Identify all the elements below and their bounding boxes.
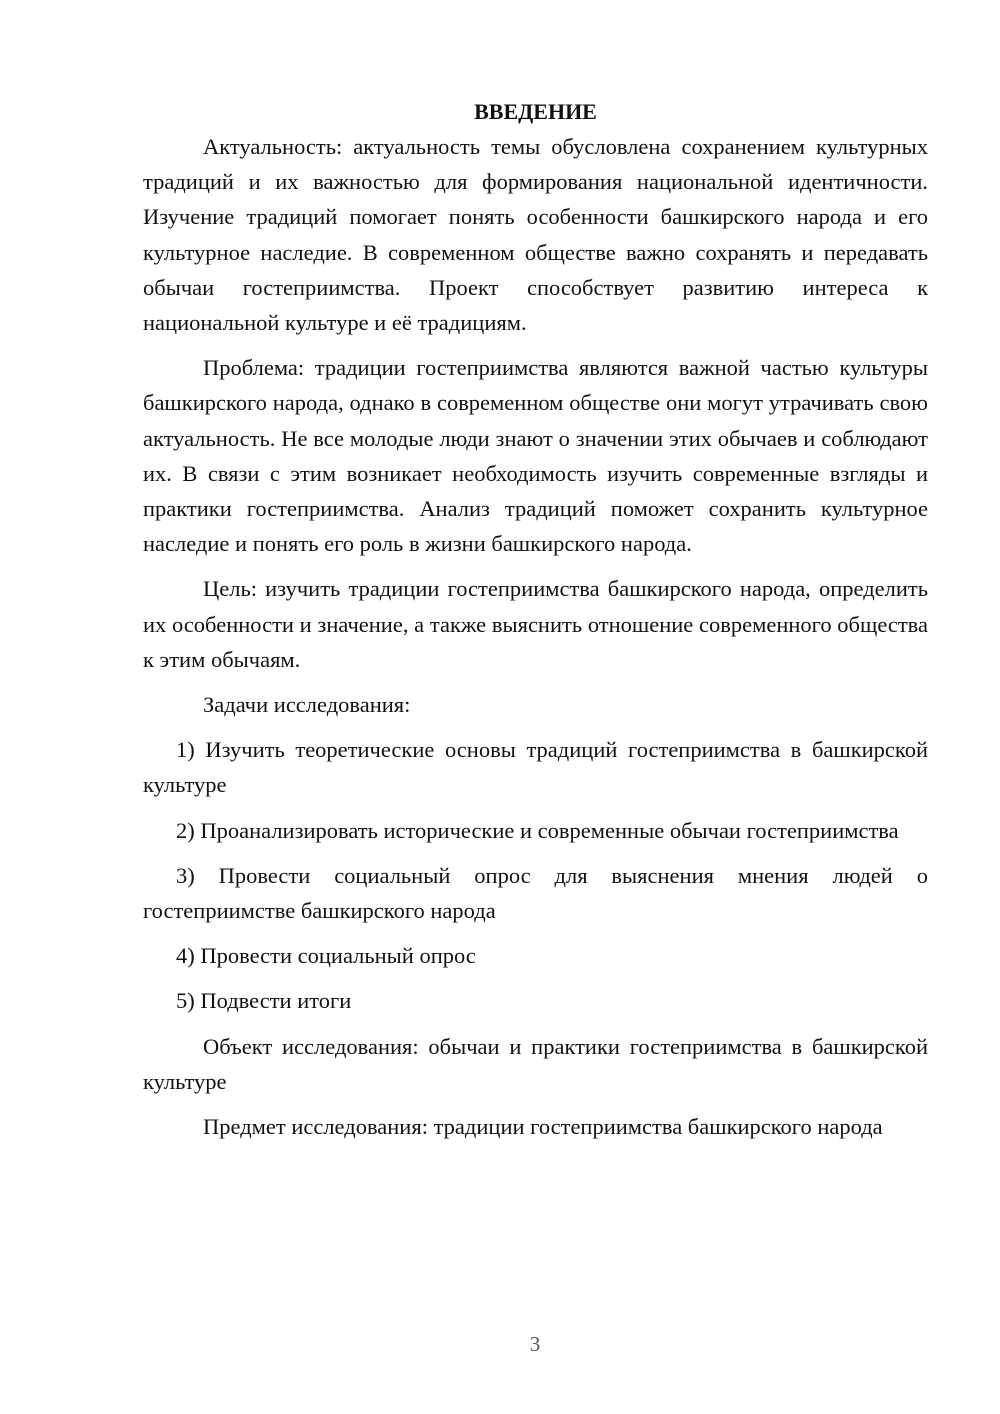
tasks-heading: Задачи исследования: (203, 692, 411, 718)
task-item-3: 3) Провести социальный опрос для выяснения мнения людей о гостеприимстве башкирского народа (143, 862, 928, 924)
task-item-2: 2) Проанализировать исторические и современные обычаи гостеприимства (176, 817, 899, 843)
research-subject-paragraph: Предмет исследования: традиции гостеприимства башкирского народа (203, 1114, 883, 1140)
problem-paragraph: Проблема: традиции гостеприимства являются важной частью культуры башкирского народа, однако в современном обществе они могут утрачивать свою актуальность. Не все молодые люди знают о значении этих обычаев и соблюдают их. В связи с этим возникает необходимость изучить современные взгляды и практики гостеприимства. Анализ традиций поможет сохранить культурное наследие и понять его роль в жизни башкирского народа. (143, 355, 928, 557)
goal-paragraph: Цель: изучить традиции гостеприимства башкирского народа, определить их особенности и значение, а также выяснить отношение современного общества к этим обычаям. (143, 576, 928, 672)
page-number: 3 (529, 1332, 541, 1356)
research-object-paragraph: Объект исследования: обычаи и практики гостеприимства в башкирской культуре (143, 1033, 928, 1094)
page-title: ВВЕДЕНИЕ (474, 99, 597, 124)
task-item-4: 4) Провести социальный опрос (176, 943, 476, 969)
document-body (143, 94, 928, 1154)
task-item-5: 5) Подвести итоги (176, 988, 352, 1014)
task-item-1: 1) Изучить теоретические основы традиций гостеприимства в башкирской культуре (143, 737, 928, 798)
relevance-paragraph: Актуальность: актуальность темы обусловлена сохранением культурных традиций и их важностью для формирования национальной идентичности. Изучение традиций помогает понять особенности башкирского народа и его культурное наследие. В современном обществе важно сохранять и передавать обычаи гостеприимства. Проект способствует развитию интереса к национальной культуре и её традициям. (143, 134, 928, 336)
